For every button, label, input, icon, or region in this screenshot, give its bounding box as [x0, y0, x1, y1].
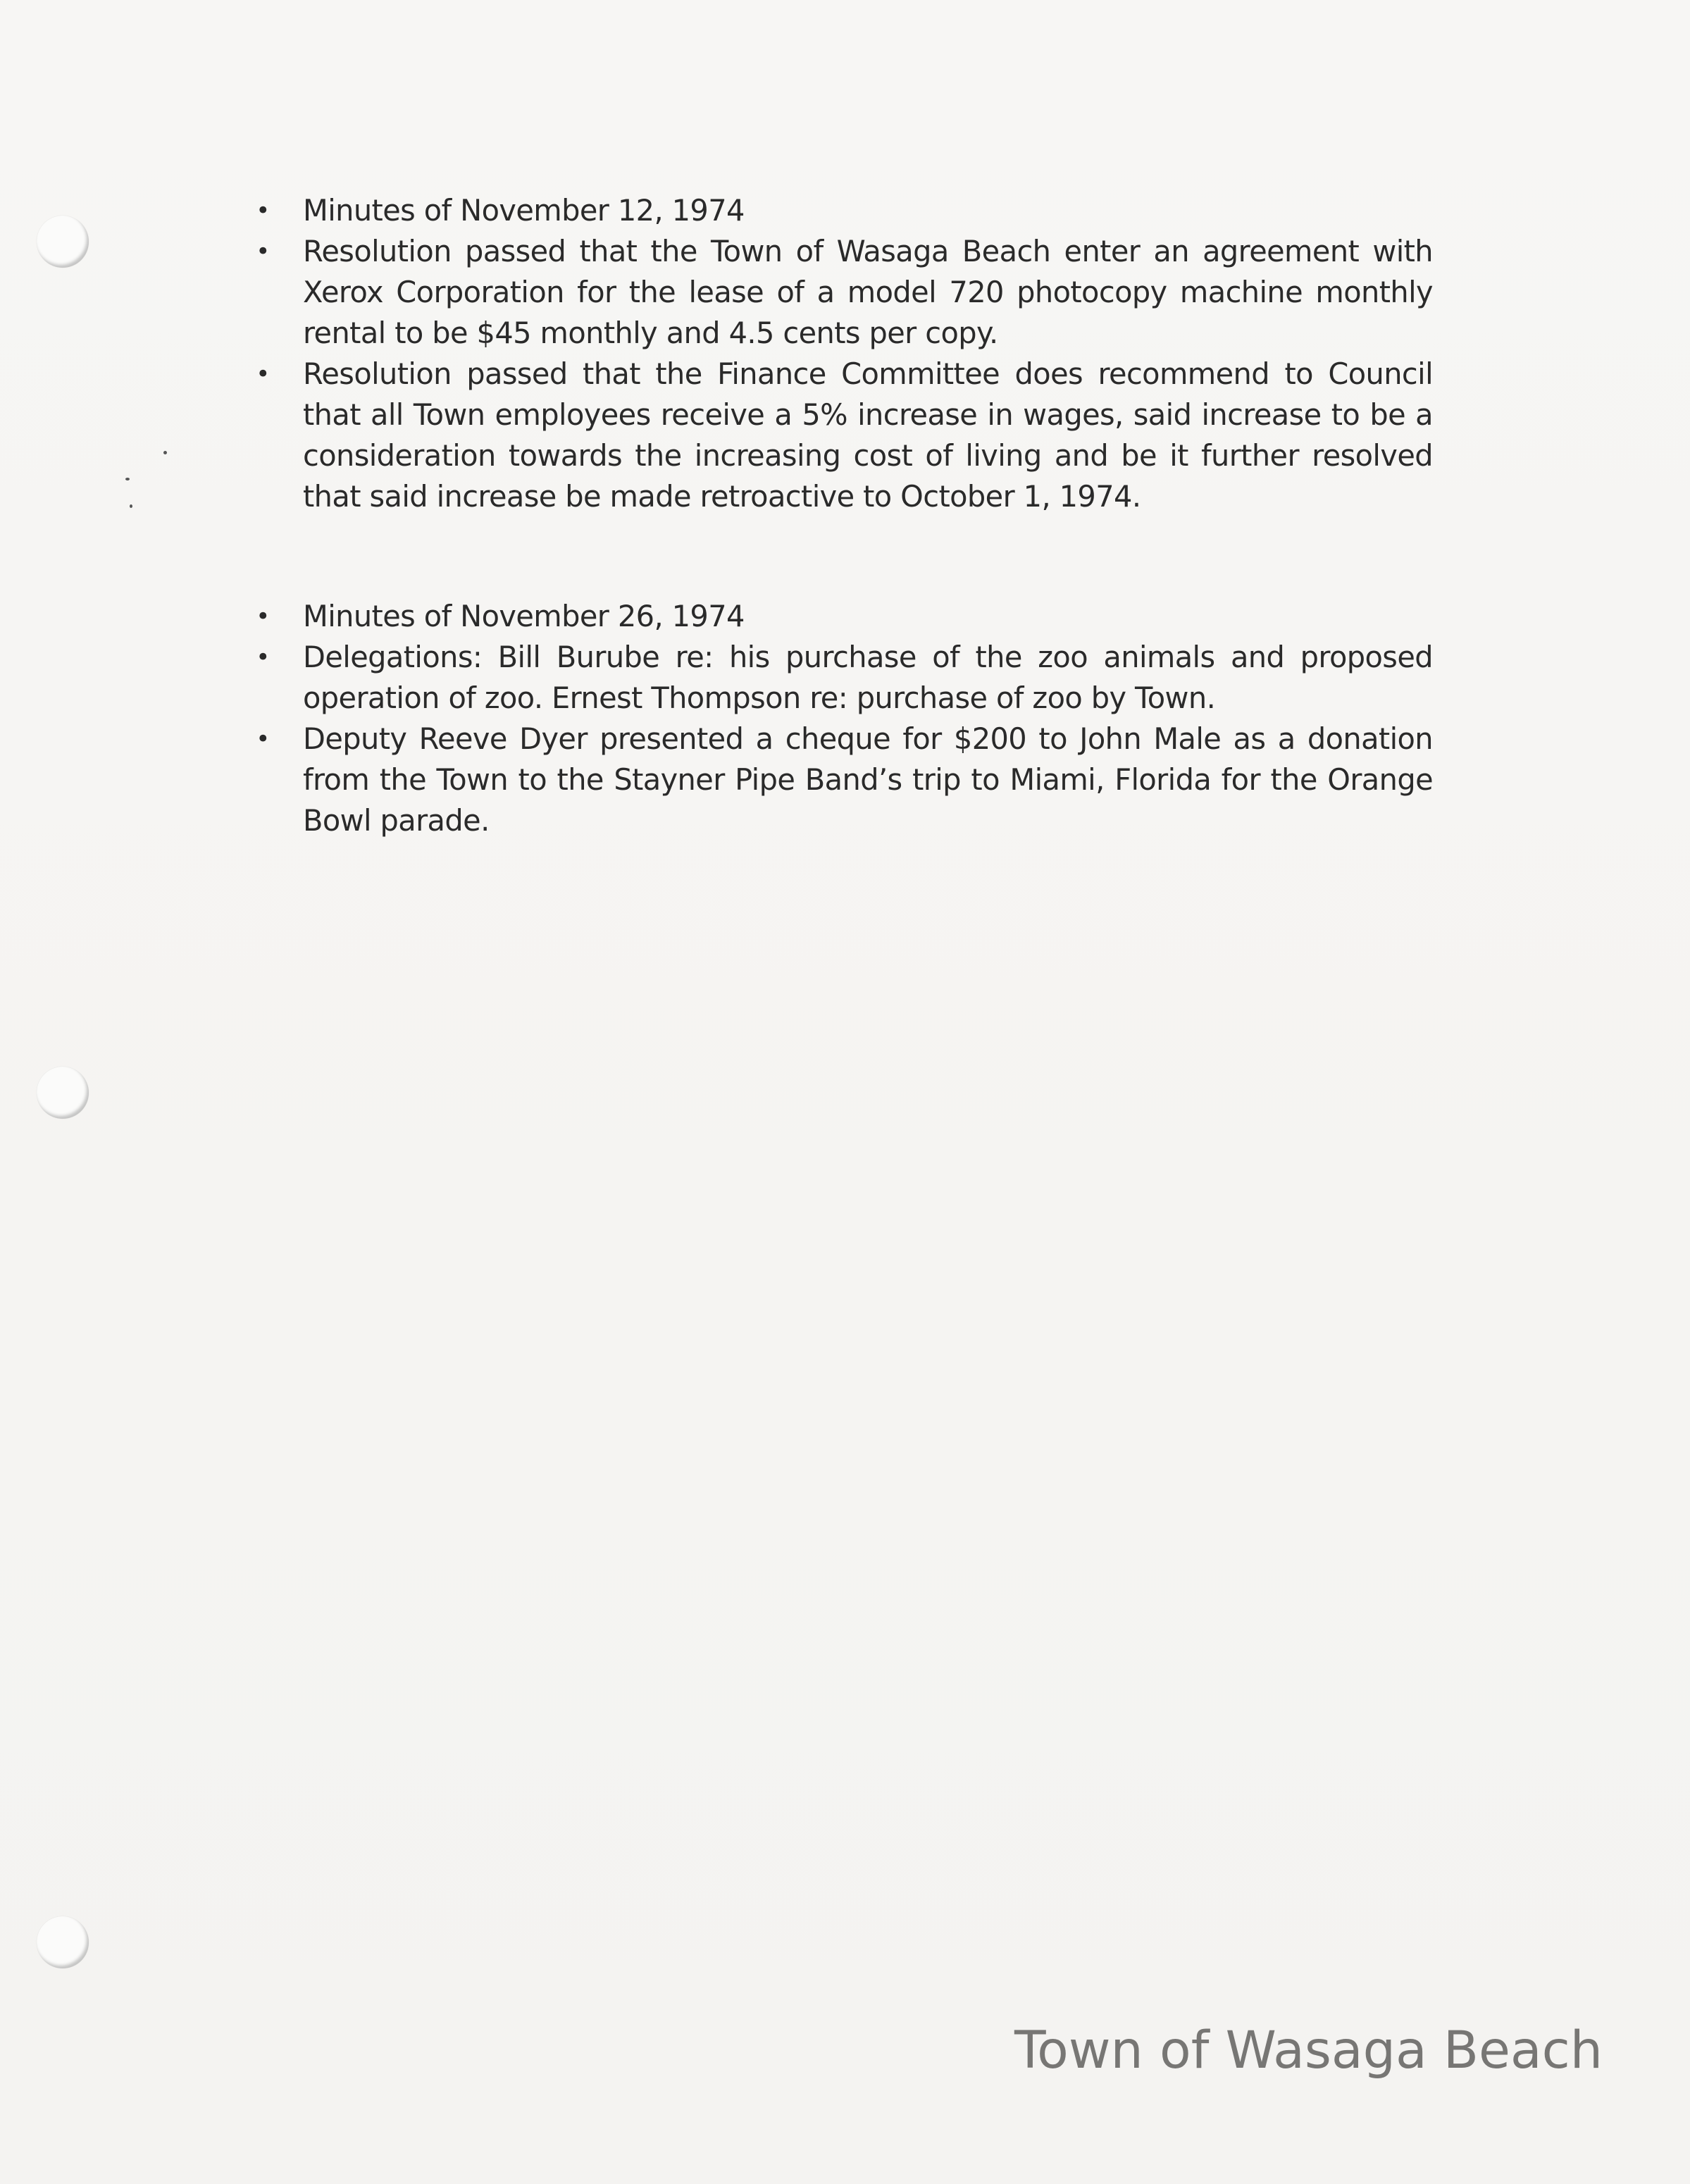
meeting-section-nov-26 — [252, 596, 1433, 841]
minutes-summary — [252, 190, 1433, 841]
list-item — [252, 637, 1433, 719]
bullet-icon: • — [256, 237, 270, 266]
scan-speck — [130, 504, 132, 508]
item-text: Deputy Reeve Dyer presented a cheque for $200 to John Male as a donation from the Town to the Stayner Pipe Band’s trip to Miami, Florida for the Orange Bowl parade. — [303, 721, 1433, 838]
item-text: Delegations: Bill Burube re: his purchase of the zoo animals and proposed operation of zoo. Ernest Thompson re: purchase of zoo by Town. — [303, 640, 1433, 715]
bullet-icon: • — [256, 725, 270, 753]
item-text: Resolution passed that the Town of Wasaga Beach enter an agreement with Xerox Corporation for the lease of a model 720 photocopy machine monthly rental to be $45 monthly and 4.5 cents per copy. — [303, 234, 1433, 350]
punch-hole — [37, 1067, 89, 1119]
list-item — [252, 190, 1433, 231]
watermark: Town of Wasaga Beach — [1014, 2021, 1603, 2080]
item-text: Minutes of November 12, 1974 — [303, 193, 745, 228]
bullet-icon: • — [256, 602, 270, 631]
scan-speck — [125, 478, 130, 480]
item-text: Resolution passed that the Finance Committee does recommend to Council that all Town employees receive a 5% increase in wages, said increase to be a consideration towards the increasing cost of living and be it further resolved that said increase be made retroactive to October 1, 1974. — [303, 356, 1433, 514]
item-text: Minutes of November 26, 1974 — [303, 599, 745, 633]
list-item — [252, 596, 1433, 637]
meeting-section-nov-12 — [252, 190, 1433, 517]
punch-hole — [37, 1916, 89, 1968]
punch-hole — [37, 216, 89, 268]
bullet-icon: • — [256, 643, 270, 671]
scan-speck — [163, 451, 167, 454]
bullet-icon: • — [256, 197, 270, 225]
list-item — [252, 354, 1433, 517]
list-item — [252, 719, 1433, 841]
list-item — [252, 231, 1433, 354]
bullet-icon: • — [256, 360, 270, 388]
